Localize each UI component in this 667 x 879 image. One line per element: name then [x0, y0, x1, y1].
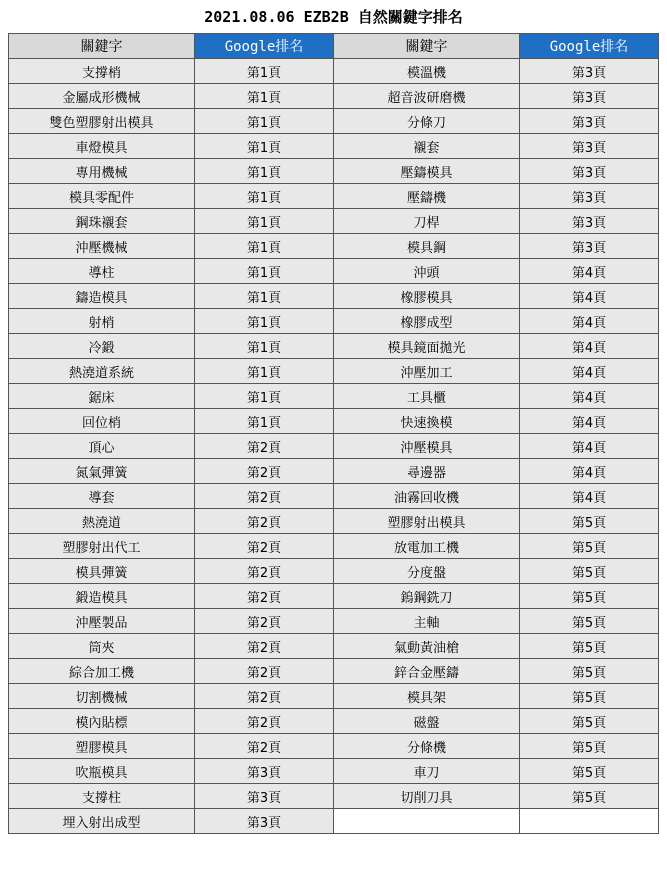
cell-keyword-left: 回位梢: [9, 409, 195, 434]
cell-rank-left: 第2頁: [195, 484, 334, 509]
cell-rank-right: 第3頁: [520, 234, 659, 259]
cell-keyword-right: 模溫機: [334, 59, 520, 84]
cell-rank-left: 第2頁: [195, 509, 334, 534]
cell-rank-right: 第4頁: [520, 484, 659, 509]
cell-keyword-left: 綜合加工機: [9, 659, 195, 684]
table-row: [9, 709, 659, 734]
cell-keyword-left: 沖壓製品: [9, 609, 195, 634]
cell-rank-left: 第1頁: [195, 409, 334, 434]
cell-keyword-left: 車燈模具: [9, 134, 195, 159]
table-row: [9, 684, 659, 709]
cell-keyword-right: 磁盤: [334, 709, 520, 734]
cell-rank-left: 第2頁: [195, 559, 334, 584]
cell-keyword-left: 冷鍛: [9, 334, 195, 359]
cell-rank-left: 第2頁: [195, 434, 334, 459]
cell-keyword-right: 分度盤: [334, 559, 520, 584]
table-row: [9, 484, 659, 509]
cell-rank-right: 第3頁: [520, 84, 659, 109]
table-row: [9, 584, 659, 609]
cell-rank-right: 第4頁: [520, 459, 659, 484]
cell-rank-right: 第5頁: [520, 534, 659, 559]
cell-rank-right: [520, 809, 659, 834]
cell-rank-right: 第5頁: [520, 784, 659, 809]
cell-rank-left: 第1頁: [195, 84, 334, 109]
table-row: [9, 134, 659, 159]
table-row: [9, 409, 659, 434]
cell-keyword-right: 沖壓加工: [334, 359, 520, 384]
cell-keyword-right: 刀桿: [334, 209, 520, 234]
table-header-row: [9, 34, 659, 59]
cell-keyword-left: 沖壓機械: [9, 234, 195, 259]
cell-rank-left: 第2頁: [195, 459, 334, 484]
cell-rank-left: 第1頁: [195, 184, 334, 209]
cell-rank-left: 第2頁: [195, 684, 334, 709]
cell-rank-left: 第3頁: [195, 809, 334, 834]
cell-keyword-right: 沖壓模具: [334, 434, 520, 459]
cell-keyword-left: 塑膠射出代工: [9, 534, 195, 559]
cell-keyword-left: 射梢: [9, 309, 195, 334]
table-row: [9, 759, 659, 784]
cell-rank-left: 第2頁: [195, 709, 334, 734]
cell-keyword-left: 筒夾: [9, 634, 195, 659]
cell-rank-left: 第1頁: [195, 109, 334, 134]
table-row: [9, 559, 659, 584]
cell-keyword-left: 導套: [9, 484, 195, 509]
cell-keyword-left: 模具零配件: [9, 184, 195, 209]
table-row: [9, 334, 659, 359]
cell-keyword-left: 塑膠模具: [9, 734, 195, 759]
cell-rank-right: 第5頁: [520, 759, 659, 784]
cell-rank-right: 第5頁: [520, 584, 659, 609]
table-row: [9, 734, 659, 759]
cell-keyword-right: 模具架: [334, 684, 520, 709]
table-row: [9, 509, 659, 534]
cell-keyword-left: 導柱: [9, 259, 195, 284]
table-row: [9, 634, 659, 659]
cell-keyword-left: 鍛造模具: [9, 584, 195, 609]
cell-keyword-right: 放電加工機: [334, 534, 520, 559]
cell-keyword-left: 頂心: [9, 434, 195, 459]
cell-rank-left: 第1頁: [195, 384, 334, 409]
cell-rank-left: 第1頁: [195, 59, 334, 84]
cell-keyword-right: 塑膠射出模具: [334, 509, 520, 534]
cell-keyword-right: 橡膠成型: [334, 309, 520, 334]
table-row: [9, 359, 659, 384]
cell-rank-left: 第3頁: [195, 784, 334, 809]
cell-keyword-left: 模內貼標: [9, 709, 195, 734]
cell-rank-right: 第4頁: [520, 334, 659, 359]
cell-keyword-left: 氮氣彈簧: [9, 459, 195, 484]
cell-keyword-left: 鋼珠襯套: [9, 209, 195, 234]
table-row: [9, 259, 659, 284]
cell-rank-left: 第1頁: [195, 309, 334, 334]
cell-keyword-right: 壓鑄機: [334, 184, 520, 209]
cell-keyword-left: 鑄造模具: [9, 284, 195, 309]
cell-rank-left: 第3頁: [195, 759, 334, 784]
cell-rank-right: 第5頁: [520, 559, 659, 584]
cell-rank-right: 第3頁: [520, 159, 659, 184]
cell-keyword-right: 氣動黃油槍: [334, 634, 520, 659]
cell-keyword-right: 橡膠模具: [334, 284, 520, 309]
cell-rank-left: 第2頁: [195, 734, 334, 759]
cell-rank-left: 第2頁: [195, 634, 334, 659]
cell-rank-right: 第3頁: [520, 134, 659, 159]
table-row: [9, 109, 659, 134]
table-row: [9, 209, 659, 234]
table-body: [9, 59, 659, 834]
cell-keyword-right: 鋅合金壓鑄: [334, 659, 520, 684]
cell-keyword-right: 主軸: [334, 609, 520, 634]
cell-rank-left: 第1頁: [195, 284, 334, 309]
cell-rank-right: 第3頁: [520, 209, 659, 234]
column-header-rank-left: Google排名: [195, 34, 334, 59]
table-row: [9, 184, 659, 209]
cell-keyword-right: 快速換模: [334, 409, 520, 434]
cell-rank-left: 第2頁: [195, 584, 334, 609]
table-row: [9, 84, 659, 109]
cell-keyword-left: 支撐梢: [9, 59, 195, 84]
cell-rank-left: 第1頁: [195, 159, 334, 184]
cell-rank-right: 第5頁: [520, 509, 659, 534]
cell-keyword-left: 金屬成形機械: [9, 84, 195, 109]
cell-rank-right: 第3頁: [520, 59, 659, 84]
table-row: [9, 284, 659, 309]
cell-rank-left: 第1頁: [195, 134, 334, 159]
table-row: [9, 309, 659, 334]
cell-rank-right: 第4頁: [520, 284, 659, 309]
table-row: [9, 384, 659, 409]
cell-keyword-left: 切割機械: [9, 684, 195, 709]
cell-rank-left: 第1頁: [195, 259, 334, 284]
cell-keyword-right: 車刀: [334, 759, 520, 784]
cell-keyword-left: 支撐柱: [9, 784, 195, 809]
cell-keyword-left: 專用機械: [9, 159, 195, 184]
table-row: [9, 609, 659, 634]
cell-rank-right: 第4頁: [520, 259, 659, 284]
cell-keyword-left: 鋸床: [9, 384, 195, 409]
cell-rank-right: 第4頁: [520, 359, 659, 384]
table-header: [9, 34, 659, 59]
table-row: [9, 234, 659, 259]
cell-keyword-right: 壓鑄模具: [334, 159, 520, 184]
cell-keyword-right: 模具鋼: [334, 234, 520, 259]
cell-keyword-left: 模具彈簧: [9, 559, 195, 584]
table-row: [9, 59, 659, 84]
cell-keyword-right: 尋邊器: [334, 459, 520, 484]
cell-rank-right: 第3頁: [520, 184, 659, 209]
table-row: [9, 434, 659, 459]
cell-keyword-right: 工具櫃: [334, 384, 520, 409]
cell-keyword-right: 鎢鋼銑刀: [334, 584, 520, 609]
cell-keyword-right: 油霧回收機: [334, 484, 520, 509]
cell-keyword-left: 埋入射出成型: [9, 809, 195, 834]
cell-keyword-right: 模具鏡面拋光: [334, 334, 520, 359]
table-row: [9, 659, 659, 684]
cell-rank-right: 第5頁: [520, 684, 659, 709]
cell-rank-right: 第5頁: [520, 734, 659, 759]
cell-rank-left: 第2頁: [195, 609, 334, 634]
cell-keyword-right: 切削刀具: [334, 784, 520, 809]
table-row: [9, 809, 659, 834]
cell-keyword-right: 沖頭: [334, 259, 520, 284]
cell-keyword-right: 分條刀: [334, 109, 520, 134]
table-row: [9, 459, 659, 484]
cell-keyword-left: 吹瓶模具: [9, 759, 195, 784]
cell-rank-left: 第1頁: [195, 234, 334, 259]
cell-keyword-left: 雙色塑膠射出模具: [9, 109, 195, 134]
cell-rank-right: 第5頁: [520, 634, 659, 659]
cell-keyword-left: 熱澆道系統: [9, 359, 195, 384]
cell-rank-left: 第2頁: [195, 659, 334, 684]
page-title: 2021.08.06 EZB2B 自然關鍵字排名: [204, 8, 463, 26]
cell-rank-right: 第3頁: [520, 109, 659, 134]
cell-keyword-left: 熱澆道: [9, 509, 195, 534]
cell-rank-right: 第5頁: [520, 709, 659, 734]
keyword-ranking-table: [8, 33, 659, 834]
column-header-keyword-right: 關鍵字: [334, 34, 520, 59]
cell-rank-left: 第1頁: [195, 334, 334, 359]
cell-rank-left: 第2頁: [195, 534, 334, 559]
cell-rank-right: 第4頁: [520, 309, 659, 334]
cell-rank-left: 第1頁: [195, 359, 334, 384]
column-header-keyword-left: 關鍵字: [9, 34, 195, 59]
cell-rank-right: 第5頁: [520, 659, 659, 684]
cell-keyword-right: 襯套: [334, 134, 520, 159]
cell-rank-right: 第4頁: [520, 384, 659, 409]
table-row: [9, 159, 659, 184]
cell-rank-right: 第4頁: [520, 409, 659, 434]
table-row: [9, 784, 659, 809]
column-header-rank-right: Google排名: [520, 34, 659, 59]
cell-rank-right: 第5頁: [520, 609, 659, 634]
cell-rank-right: 第4頁: [520, 434, 659, 459]
cell-rank-left: 第1頁: [195, 209, 334, 234]
cell-keyword-right: [334, 809, 520, 834]
table-row: [9, 534, 659, 559]
cell-keyword-right: 分條機: [334, 734, 520, 759]
cell-keyword-right: 超音波研磨機: [334, 84, 520, 109]
